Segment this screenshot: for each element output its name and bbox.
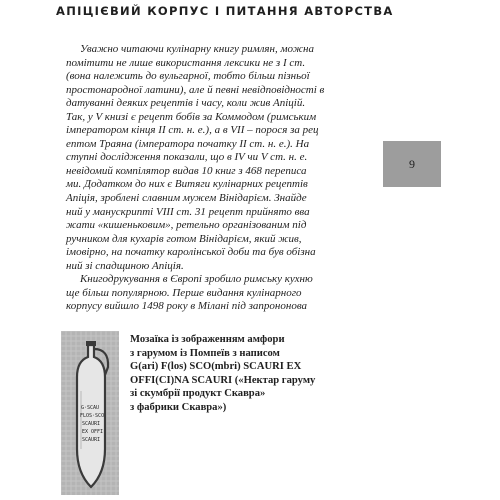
running-header: АПІЦІЄВИЙ КОРПУС І ПИТАННЯ АВТОРСТВА	[56, 4, 394, 18]
body-line: (вона належить до вульгарної, тобто більш пізньої	[66, 70, 310, 83]
inscription-line: SCAURI	[82, 421, 101, 427]
amphora-mosaic-figure	[61, 331, 119, 495]
body-text	[66, 43, 378, 314]
body-line: ми. Додатком до них є Витяги кулінарних рецептів	[66, 178, 308, 191]
body-line: жати «кишеньковим», ретельно організованим під	[66, 219, 307, 232]
body-line: імператором кінця II ст. н. е.), а в VII – порося за рец	[66, 124, 319, 137]
body-line: ний зі спадщиною Апіція.	[66, 259, 184, 272]
caption-line: зі скумбрії продукт Скавра»	[130, 388, 266, 400]
figure-caption	[130, 333, 430, 415]
caption-line: з гарумом із Помпеїв з написом	[130, 347, 280, 359]
body-line: імовірно, на початку каролінської доби та був обізна	[66, 246, 316, 259]
body-line: ручником для кухарів готом Вінідарієм, який жив,	[66, 232, 302, 245]
inscription-line: SCAURI	[82, 437, 101, 443]
amphora-mosaic-icon	[61, 331, 119, 495]
body-line: ний у манускрипті VIII ст. 31 рецепт прийнято вва	[66, 205, 310, 218]
page-number-tab	[383, 141, 441, 187]
body-line: ступні дослідження показали, що в IV чи V ст. н. е.	[66, 151, 308, 164]
body-line: Уважно читаючи кулінарну книгу римлян, можна	[80, 43, 314, 55]
caption-line: OFFI(CI)NA SCAURI («Нектар гаруму	[130, 374, 316, 386]
body-line: Книгодрукування в Європі зробило римську кухню	[80, 273, 313, 286]
caption-line: Мозаїка із зображенням амфори	[130, 334, 285, 345]
body-line: ще більш популярною. Перше видання кулінарного	[66, 286, 302, 299]
body-line: помітити не лише використання лексики не з I ст.	[66, 56, 306, 69]
caption-line: G(ari) F(los) SCO(mbri) SCAURI EX	[130, 361, 302, 373]
inscription-line: FLOS·SCO	[80, 413, 105, 419]
body-line: ептом Траяна (імператора початку II ст. н. е.). На	[66, 137, 310, 150]
body-line: корпусу вийшло 1498 року в Мілані під запрононова	[66, 300, 308, 313]
page-number: 9	[409, 156, 415, 171]
body-line: Апіція, зроблені славним мужем Вінідарієм. Знайде	[66, 192, 307, 205]
inscription-line: G·SCAU	[81, 405, 100, 411]
body-line: простонародної латини), але й певні невідповідності в	[66, 83, 325, 96]
body-line: датуванні деяких рецептів і часу, коли жив Апіцій.	[66, 97, 306, 110]
inscription-line: EX OFFI	[82, 429, 104, 435]
caption-line: з фабрики Скавра»)	[130, 401, 227, 413]
body-line: невідомий компілятор видав 10 книг з 468 переписа	[66, 164, 307, 177]
body-line: Так, у V книзі є рецепт бобів за Коммодом (римським	[66, 110, 317, 123]
